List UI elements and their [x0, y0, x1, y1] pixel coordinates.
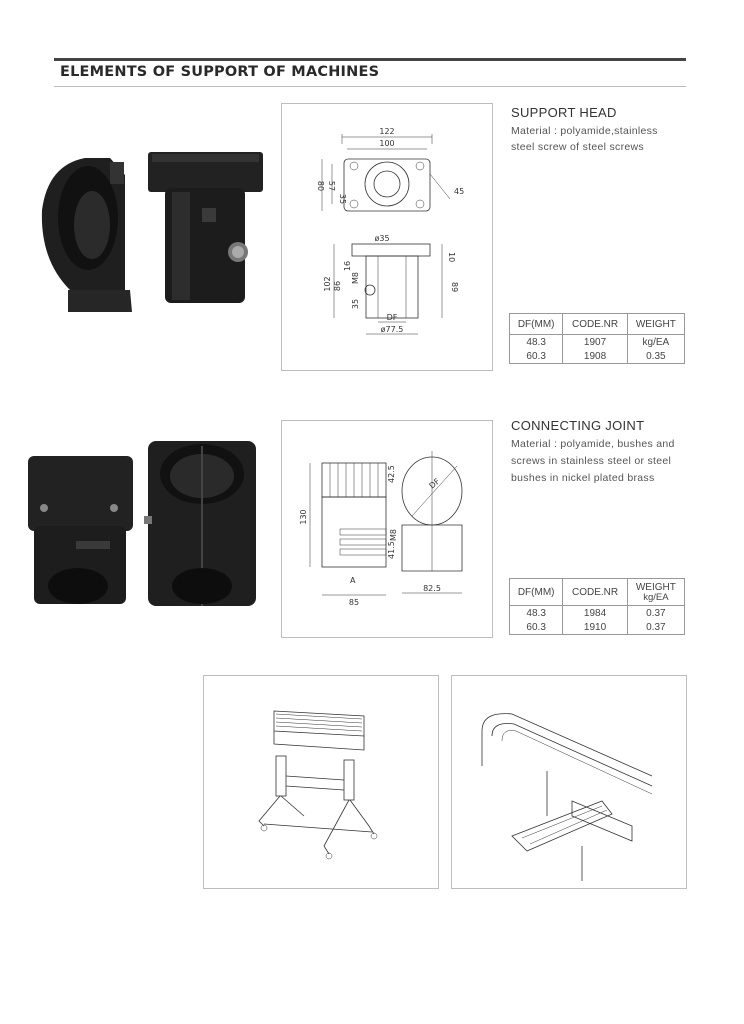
- table-cell: 60.3: [510, 349, 563, 364]
- dim-m8: M8: [351, 272, 360, 284]
- header-rule: [54, 58, 686, 61]
- dim-35: 35: [338, 193, 347, 205]
- dim-415: 41.5: [387, 541, 396, 559]
- table-cell: 0.37: [627, 606, 684, 621]
- support-head-desc-2: steel screw of steel screws: [511, 141, 644, 153]
- support-head-title: SUPPORT HEAD: [511, 105, 617, 120]
- dim-df: DF: [427, 476, 442, 491]
- machine-stand-illustration: [203, 675, 439, 889]
- dim-89: 89: [450, 282, 459, 293]
- dim-dia775: ø77.5: [380, 325, 404, 334]
- connecting-joint-desc-2: screws in stainless steel or steel: [511, 455, 672, 467]
- connecting-joint-desc-1: Material : polyamide, bushes and: [511, 438, 675, 450]
- table-cell: 1910: [563, 620, 627, 635]
- table-header: DF(MM): [510, 314, 563, 335]
- dim-102: 102: [323, 276, 332, 292]
- dim-57: 57: [327, 180, 336, 192]
- dim-425: 42.5: [387, 465, 396, 483]
- support-head-table: [509, 313, 685, 364]
- table-header: WEIGHT: [627, 314, 684, 335]
- conveyor-illustration: [451, 675, 687, 889]
- dim-16: 16: [343, 260, 352, 272]
- dim-86: 86: [333, 280, 342, 292]
- dim-80: 80: [316, 180, 325, 192]
- table-cell: 48.3: [510, 335, 563, 350]
- weight-unit: kg/EA: [643, 591, 669, 603]
- dim-122: 122: [379, 127, 395, 136]
- dim-dia35: ø35: [374, 234, 390, 243]
- dim-m8: M8: [389, 529, 398, 541]
- connecting-joint-title: CONNECTING JOINT: [511, 418, 645, 433]
- table-cell: 60.3: [510, 620, 563, 635]
- connecting-joint-desc-3: bushes in nickel plated brass: [511, 472, 655, 484]
- dim-100: 100: [379, 139, 395, 148]
- dim-85: 85: [348, 598, 360, 607]
- connecting-joint-drawing: [281, 420, 493, 638]
- table-header: CODE.NR: [563, 314, 627, 335]
- table-row: [510, 620, 685, 635]
- table-cell: 0.37: [627, 620, 684, 635]
- dim-10: 10: [447, 252, 456, 263]
- connecting-joint-table: [509, 578, 685, 635]
- table-cell: 48.3: [510, 606, 563, 621]
- support-head-photo: [30, 140, 275, 320]
- table-cell: 0.35: [627, 349, 684, 364]
- header-underline: [54, 86, 686, 87]
- support-head-drawing: [281, 103, 493, 371]
- page-title: ELEMENTS OF SUPPORT OF MACHINES: [60, 64, 380, 80]
- dim-a: A: [350, 576, 356, 585]
- weight-label: WEIGHT: [635, 581, 676, 593]
- support-head-desc-1: Material : polyamide,stainless: [511, 125, 658, 137]
- table-header: DF(MM): [510, 579, 563, 606]
- table-cell: 1984: [563, 606, 627, 621]
- table-row: [510, 349, 685, 364]
- table-cell: 1907: [563, 335, 627, 350]
- table-row: [510, 606, 685, 621]
- table-cell: 1908: [563, 349, 627, 364]
- dim-df: DF: [386, 313, 398, 322]
- dim-45: 45: [454, 187, 465, 196]
- table-header: [627, 579, 684, 606]
- table-header: CODE.NR: [563, 579, 627, 606]
- dim-825: 82.5: [423, 584, 441, 593]
- table-cell: kg/EA: [627, 335, 684, 350]
- dim-35b: 35: [351, 298, 360, 310]
- dim-130: 130: [299, 509, 308, 525]
- connecting-joint-photo: [26, 436, 266, 611]
- table-row: [510, 335, 685, 350]
